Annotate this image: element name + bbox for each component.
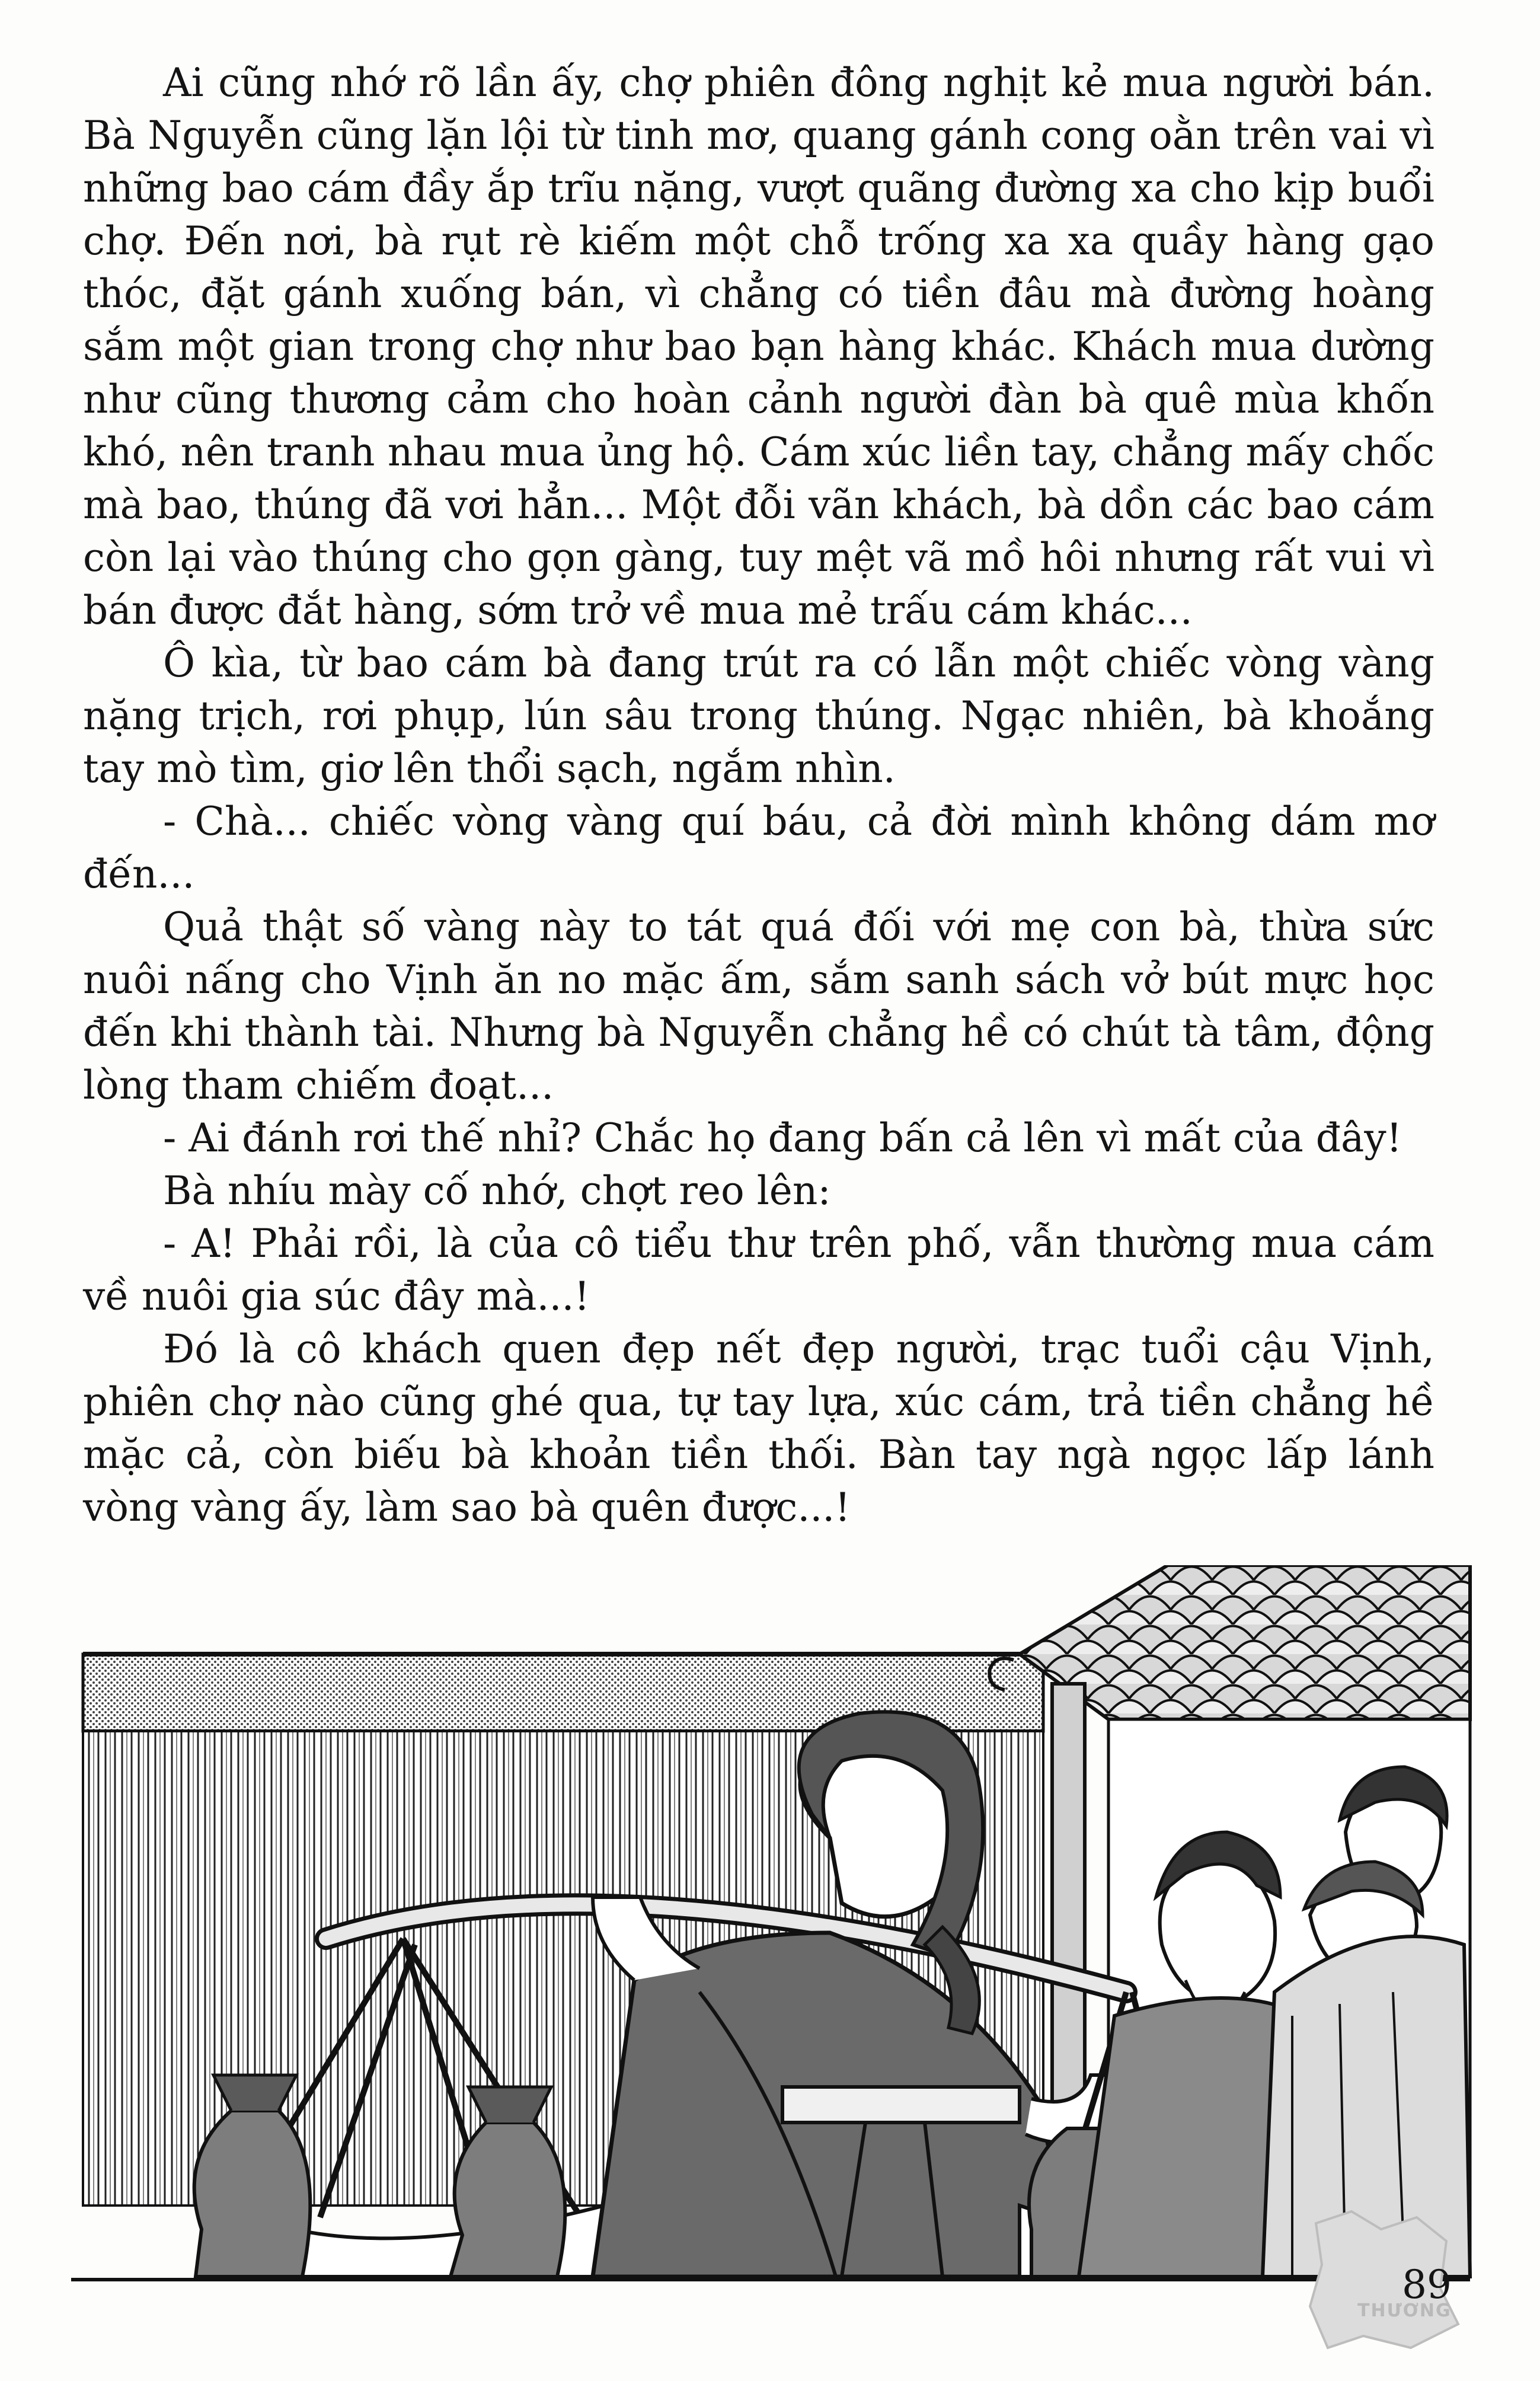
paragraph: Bà nhíu mày cố nhớ, chợt reo lên:: [163, 1168, 831, 1214]
paragraph: Quả thật số vàng này to tát quá đối với mẹ con bà, thừa sức nuôi nấng cho Vịnh ăn no mặc ấm, sắm sanh sách vở bút mực học đến khi thành tài. Nhưng bà Nguyễn chẳng hề có chút tà tâm, động lòng tham chiếm đoạt...: [83, 904, 1434, 1108]
paragraph: - Ai đánh rơi thế nhỉ? Chắc họ đang bấn cả lên vì mất của đây!: [163, 1115, 1402, 1161]
paragraph: Ô kìa, từ bao cám bà đang trút ra có lẫn một chiếc vòng vàng nặng trịch, rơi phụp, lún sâu trong thúng. Ngạc nhiên, bà khoắng tay mò tìm, giơ lên thổi sạch, ngắm nhìn.: [83, 640, 1434, 791]
page-number: 89: [1402, 2262, 1452, 2307]
paragraph: Ai cũng nhớ rõ lần ấy, chợ phiên đông nghịt kẻ mua người bán. Bà Nguyễn cũng lặn lội từ tinh mơ, quang gánh cong oằn trên vai vì những bao cám đầy ắp trĩu nặng, vượt quãng đường xa cho kịp buổi chợ. Đến nơi, bà rụt rè kiếm một chỗ trống xa xa quầy hàng gạo thóc, đặt gánh xuống bán, vì chẳng có tiền đâu mà đường hoàng sắm một gian trong chợ như bao bạn hàng khác. Khách mua dường như cũng thương cảm cho hoàn cảnh người đàn bà quê mùa khốn khó, nên tranh nhau mua ủng hộ. Cám xúc liền tay, chẳng mấy chốc mà bao, thúng đã vơi hẳn... Một đỗi vãn khách, bà dồn các bao cám còn lại vào thúng cho gọn gàng, tuy mệt vã mồ hôi nhưng rất vui vì bán được đắt hàng, sớm trở về mua mẻ trấu cám khác...: [83, 60, 1434, 633]
sack: [451, 2123, 565, 2277]
paragraph: - A! Phải rồi, là của cô tiểu thư trên phố, vẫn thường mua cám về nuôi gia súc đây mà...!: [83, 1221, 1434, 1319]
market-scene-illustration: [71, 1565, 1482, 2289]
story-text: [83, 56, 1434, 1534]
sack: [194, 2111, 311, 2277]
paragraph: - Chà... chiếc vòng vàng quí báu, cả đời mình không dám mơ đến...: [83, 799, 1434, 897]
paragraph: Đó là cô khách quen đẹp nết đẹp người, trạc tuổi cậu Vịnh, phiên chợ nào cũng ghé qua, tự tay lựa, xúc cám, trả tiền chẳng hề mặc cả, còn biếu bà khoản tiền thối. Bàn tay ngà ngọc lấp lánh vòng vàng ấy, làm sao bà quên được...!: [83, 1326, 1434, 1530]
watermark-text: THƯƠNG: [1357, 2300, 1452, 2321]
